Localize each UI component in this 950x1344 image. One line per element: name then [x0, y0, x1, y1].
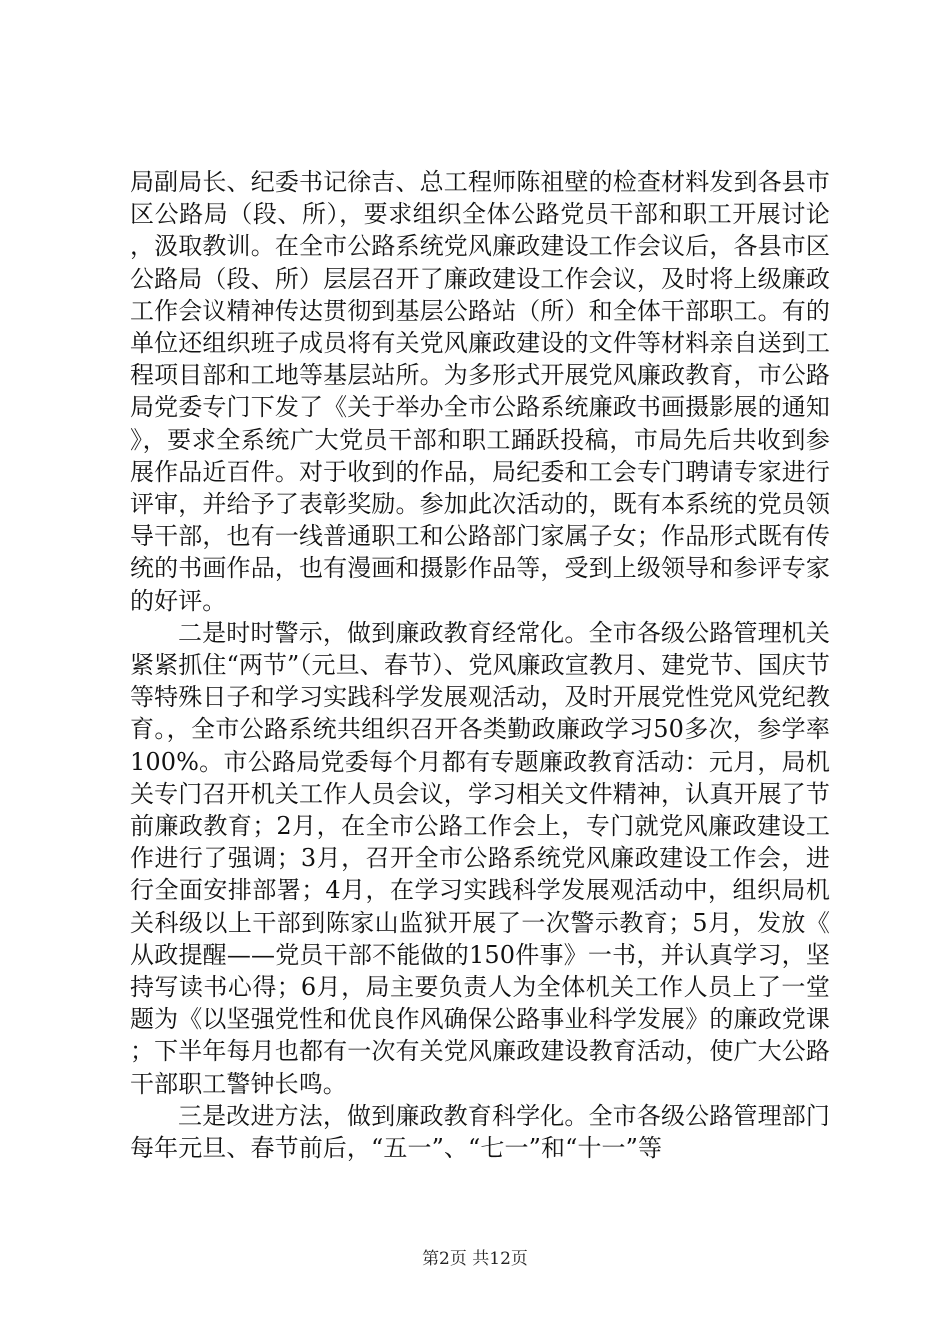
paragraph-three: 三是改进方法，做到廉政教育科学化。全市各级公路管理部门每年元旦、春节前后，“五一”、“七一”和“十一”等 [130, 1101, 830, 1163]
page-number: 第2页 共12页 [422, 1249, 528, 1269]
paragraph-two: 二是时时警示，做到廉政教育经常化。全市各级公路管理机关紧紧抓住“两节”（元旦、春节）、党风廉政宣教月、建党节、国庆节等特殊日子和学习实践科学发展观活动，及时开展党性党风党纪教育。，全市公路系统共组织召开各类勤政廉政学习50多次，参学率100%。市公路局党委每个月都有专题廉政教育活动：元月，局机关专门召开机关工作人员会议，学习相关文件精神，认真开展了节前廉政教育；2月，在全市公路工作会上，专门就党风廉政建设工作进行了强调；3月，召开全市公路系统党风廉政建设工作会，进行全面安排部署；4月，在学习实践科学发展观活动中，组织局机关科级以上干部到陈家山监狱开展了一次警示教育；5月，发放《从政提醒——党员干部不能做的150件事》一书，并认真学习，坚持写读书心得；6月，局主要负责人为全体机关工作人员上了一堂题为《以坚强党性和优良作风确保公路事业科学发展》的廉政党课；下半年每月也都有一次有关党风廉政建设教育活动，使广大公路干部职工警钟长鸣。 [130, 618, 830, 1098]
document-body [130, 166, 830, 1164]
page-footer [0, 1244, 950, 1269]
paragraph-continued: 局副局长、纪委书记徐吉、总工程师陈祖壁的检查材料发到各县市区公路局（段、所），要求组织全体公路党员干部和职工开展讨论，汲取教训。在全市公路系统党风廉政建设工作会议后，各县市区公路局（段、所）层层召开了廉政建设工作会议，及时将上级廉政工作会议精神传达贯彻到基层公路站（所）和全体干部职工。有的单位还组织班子成员将有关党风廉政建设的文件等材料亲自送到工程项目部和工地等基层站所。为多形式开展党风廉政教育，市公路局党委专门下发了《关于举办全市公路系统廉政书画摄影展的通知》，要求全系统广大党员干部和职工踊跃投稿，市局先后共收到参展作品近百件。对于收到的作品，局纪委和工会专门聘请专家进行评审，并给予了表彰奖励。参加此次活动的，既有本系统的党员领导干部，也有一线普通职工和公路部门家属子女；作品形式既有传统的书画作品，也有漫画和摄影作品等，受到上级领导和参评专家的好评。 [130, 168, 830, 615]
